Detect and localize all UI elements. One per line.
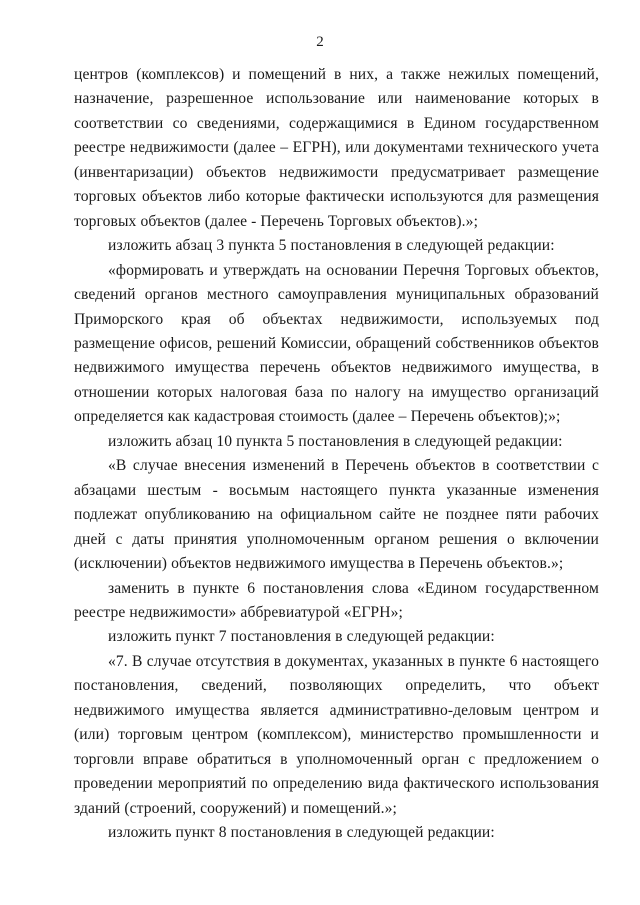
paragraph-quote-formirovat: «формировать и утверждать на основании Перечня Торговых объектов, сведений органов местного самоуправления муниципальных образований Приморского края об объектах недвижимости, используемых под размещение офисов, решений Комиссии, обращений собственников объектов недвижимого имущества перечень объектов недвижимого имущества, в отношении которых налоговая база по налогу на имущество организаций определяется как кадастровая стоимость (далее – Перечень объектов);»; [74,261,599,426]
paragraph-continuation: центров (комплексов) и помещений в них, а также нежилых помещений, назначение, разрешенное использование или наименование которых в соответствии со сведениями, содержащимися в Едином государственном реестре недвижимости (далее – ЕГРН), или документами технического учета (инвентаризации) объектов недвижимости предусматривает размещение торговых объектов либо которые фактически используются для размещения торговых объектов (далее - Перечень Торговых объектов).»; [74,66,599,230]
paragraph-instruction-punkt-7: изложить пункт 7 постановления в следующей редакции: [108,628,495,646]
paragraph-instruction-abzac-3: изложить абзац 3 пункта 5 постановления в следующей редакции: [108,237,555,255]
paragraph-quote-punkt-7: «7. В случае отсутствия в документах, указанных в пункте 6 настоящего постановления, сведений, позволяющих определить, что объект недвижимого имущества является административно-деловым центром и (или) торговым центром (комплексом), министерство промышленности и торговли вправе обратиться в уполномоченный орган с предложением о проведении мероприятий по определению вида фактического использования зданий (строений, сооружений) и помещений.»; [74,652,599,817]
page-number: 2 [316,34,324,50]
document-body [74,63,599,846]
paragraph-quote-izmeneniya: «В случае внесения изменений в Перечень объектов в соответствии с абзацами шестым - восьмым настоящего пункта указанные изменения подлежат опубликованию на официальном сайте не позднее пяти рабочих дней с даты принятия уполномоченным органом решения о включении (исключении) объектов недвижимого имущества в Перечень объектов.»; [74,457,599,573]
paragraph-instruction-zamenit: заменить в пункте 6 постановления слова «Едином государственном реестре недвижимости» аббревиатурой «ЕГРН»; [74,579,599,621]
paragraph-instruction-punkt-8: изложить пункт 8 постановления в следующей редакции: [108,824,495,842]
paragraph-instruction-abzac-10: изложить абзац 10 пункта 5 постановления в следующей редакции: [108,432,563,450]
